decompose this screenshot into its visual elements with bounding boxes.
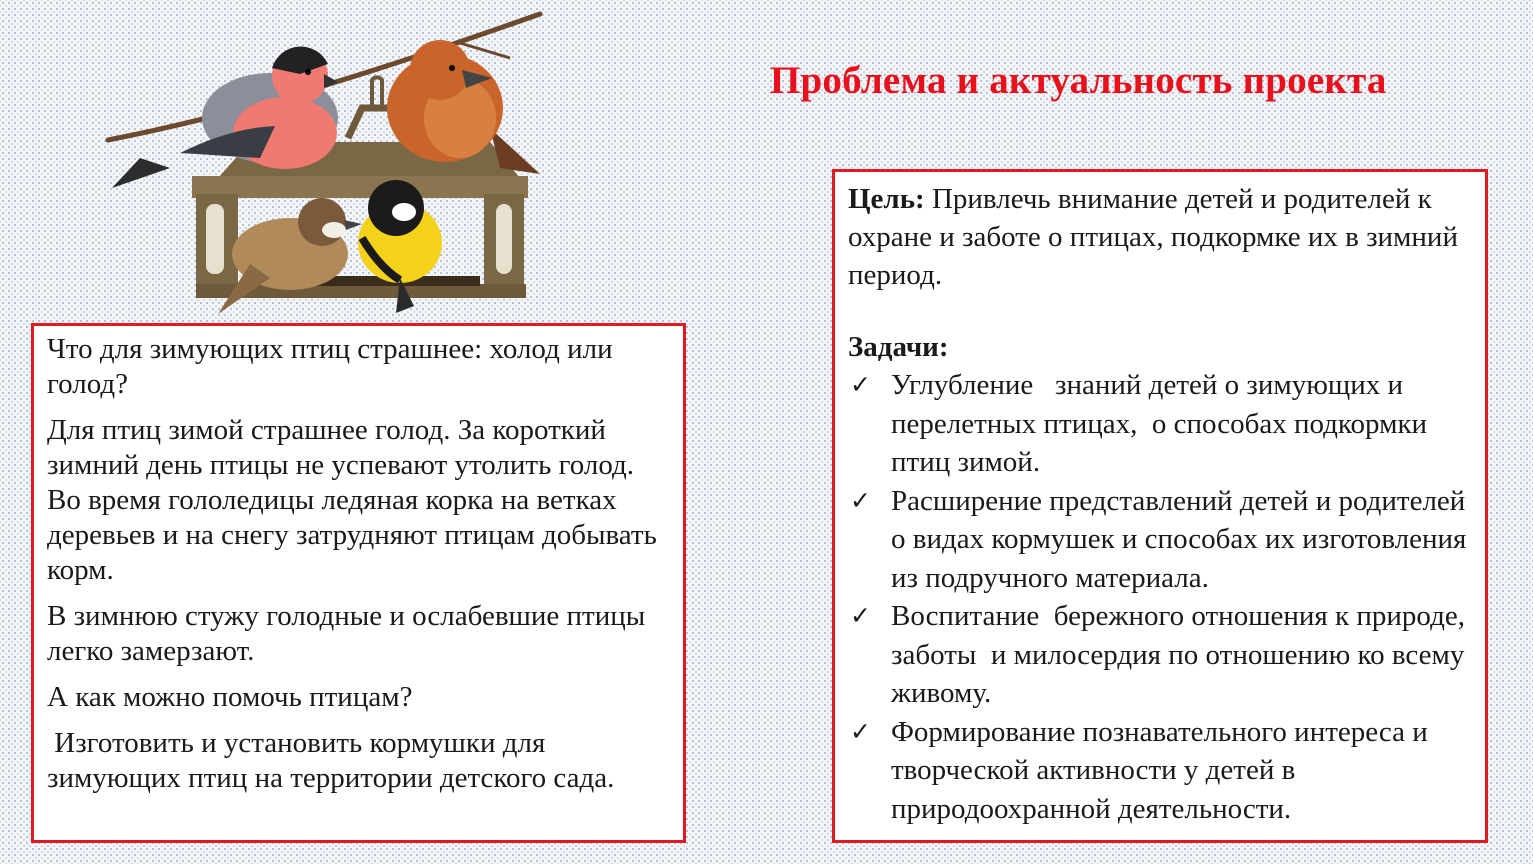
task-text: Углубление знаний детей о зимующих и перелетных птицах, о способах подкормки птиц зимой. [891,369,1435,478]
tasks-list [848,366,1473,828]
page-title: Проблема и актуальность проекта [770,59,1387,102]
checkmark-icon: ✓ [850,716,871,746]
checkmark-icon: ✓ [850,370,871,399]
task-text: Формирование познавательного интереса и творческой активности у детей в природоохранной деятельности. [891,715,1428,825]
problem-box [31,323,686,843]
tasks-heading: Задачи: [848,331,949,363]
solution-paragraph: Изготовить и установить кормушки для зимующих птиц на территории детского сада. [47,727,615,794]
list-item [848,713,1469,829]
goal-label: Цель: [848,183,925,215]
goals-box [832,169,1488,843]
freezing-paragraph: В зимнюю стужу голодные и ослабевшие птицы легко замерзают. [47,600,646,667]
goal-text: Привлечь внимание детей и родителей к охране и заботе о птицах, подкормке их в зимний период. [848,183,1458,291]
list-item [848,482,1469,598]
task-text: Расширение представлений детей и родителей о видах кормушек и способах их изготовления из подручного материала. [891,484,1467,594]
bird-feeder-illustration [100,8,550,324]
task-text: Воспитание бережного отношения к природе, заботы и милосердия по отношению ко всему живому. [891,600,1473,709]
checkmark-icon: ✓ [850,601,871,630]
list-item [848,597,1473,713]
goal-paragraph [848,180,1469,294]
list-item [848,366,1469,482]
checkmark-icon: ✓ [850,485,871,515]
help-question-paragraph: А как можно помочь птицам? [47,681,413,713]
question-paragraph: Что для зимующих птиц страшнее: холод или голод? [47,333,613,400]
explanation-paragraph: Для птиц зимой страшнее голод. За короткий зимний день птицы не успевают утолить голод. Во время гололедицы ледяная корка на ветках деревьев и на снегу затрудняют птицам добывать корм. [47,414,657,586]
